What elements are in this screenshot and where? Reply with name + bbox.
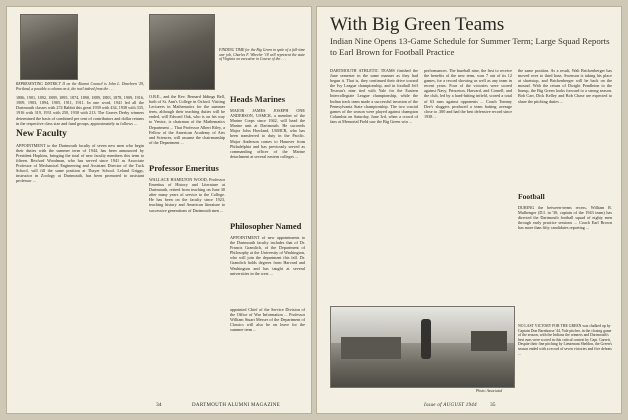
emeritus-text: WALLACE HAMILTON WOOD, Professor Emeritus of History and Literature at Dartmouth, retired from teaching on June 30 after many years of service to the College. He has been on the faculty since 1923, teaching history and American literature to successive generations of Dartmouth men ...: [149, 177, 225, 213]
left-page-number: 34: [156, 402, 162, 408]
sub-col-a: [149, 94, 225, 339]
sub-col-b: [230, 94, 305, 339]
sports-text-3: the same position. As a result, Walt Brickenberger has moved over to third base, Swenson is taking his place at shortstop, and Brickenberger will be back on the mound. With the return of Dwight Pendleton to the lineup, the Big Green looks forward to a strong season. Bob Carr, Dick Kelley and Bob Chase are expected to share the pitching duties ...: [518, 68, 612, 104]
left-column-2: [149, 14, 305, 392]
photo-player-figure: [421, 319, 431, 359]
portrait-block: [149, 14, 305, 90]
baseball-photo: [330, 306, 515, 388]
article-title: With Big Green Teams: [330, 14, 505, 35]
left-page: [6, 6, 312, 414]
issue-line: Issue of AUGUST 1944: [424, 403, 477, 408]
right-page-number: 35: [490, 402, 496, 408]
sports-text-1: DARTMOUTH ATHLETIC TEAMS finished the June semester in the same manner as they had begun it. That is, they continued their drive toward the Ivy League championship, and in football Jeff Tesreau's nine tied with Yale for the Eastern Intercollegiate League championship, while the Indian track team made a successful invasion of the Pennsylvania State championship. The two crucial games of the season were played against champion Columbia on Saturday, June 3rd, when a crowd of fans at Memorial Field saw the Big Green win ...: [330, 68, 418, 124]
right-column-3: [518, 68, 612, 318]
heading-football: Football: [518, 192, 545, 201]
article-header: [330, 14, 615, 58]
portrait-photo-wheeler: [149, 14, 215, 90]
football-text: DURING the between-terms recess, William R. Mulhenger (D.I. in '30, captain of the 1943 team) has directed the Dartmouth football squad of eighty men through early practice sessions ... Coach Earl Brown has more than fifty candidates reporting ...: [518, 205, 612, 231]
sports-text-2: performances. The baseball nine, the first to receive the benefits of the new term, won 7 out of its 12 games, for a record showing as well as any team in recent years. Four of the victories were scored against Navy, Princeton, Harvard, and Cornell; and the club, led by a hard-hitting infield, scored a total of 63 runs against opponents ... Coach Tommy Dee's sluggers produced a team batting average close to .300 and had the best defensive record since 1938 ...: [424, 68, 512, 119]
right-page: [316, 6, 622, 414]
heading-professor-emeritus: Professor Emeritus: [149, 163, 219, 173]
portrait-photo-dearborn: [20, 14, 78, 80]
heads-marines-text: MAJOR JAMES JOSEPH ONE ANDERSON, USMCR, a member of the Marine Corps since 1942, will head the Marine unit at Dartmouth. He succeeds Major John Howland, USMCR, who has been transferred to duty in the Pacific. Major Anderson comes to Hanover from Philadelphia and has previously served as commanding officer of the Marine detachment at several eastern colleges ...: [230, 108, 305, 159]
lower-split: [149, 94, 305, 339]
heading-heads-marines: Heads Marines: [230, 94, 286, 104]
heading-new-faculty: New Faculty: [16, 128, 67, 139]
philosopher-text: APPOINTMENT of new appointments to the Dartmouth faculty includes that of Dr. Francis Gramlich, of the Department of Philosophy at the University of Washington, who will join the department this fall. Dr. Gramlich holds degrees from Harvard and Washington and has taught at several universities in the west ...: [230, 235, 305, 276]
left-page-footer: DARTMOUTH ALUMNI MAGAZINE: [192, 403, 281, 408]
right-column-2: [424, 68, 512, 318]
baseball-photo-caption: NO LAST VICTORY FOR THE GREEN was chalked up by Captain Don Barnhouse '44, Yale pitcher, in the closing game of the season, with the Indians the winners and Dartmouth's best runs were scored in this critical contest by Capt. Garrett. Despite their fine pitching by Lieutenant Sheldon, the Green's season ended with a record of seven victories and five defeats ...: [518, 324, 612, 356]
photo-building: [471, 331, 507, 351]
leave-text: appointed Chief of the Service Division of the Office of War Information ... Professor William Stuart Messer of the Department of Classics will also be on leave for the summer term ...: [230, 307, 305, 333]
right-column-1: [330, 68, 418, 318]
new-faculty-text: APPOINTMENT to the Dartmouth faculty of seven new men who begin their duties with the summer term of 1944, has been announced by President Hopkins, bringing the total of new faculty members this term to fifteen. Rexford Woodman, who has served since 1941 as Associate Professor of Mechanical Engineering and Assistant Director of the Tuck School, will fill the same position at Thayer School. Leland Griggs, instructor in Zoology at Dartmouth, has been promoted to assistant professor ...: [16, 142, 144, 184]
photo-credit: Photo: Associated: [476, 389, 503, 393]
class-fund-text: 1886, 1901, 1892, 1889, 1895, 1874, 1890, 1889, 1883, 1878, 1909, 1916, 1909, 1903, 1894, 1905, 1911, 1911. In one word, 1941 led all the Dartmouth classes with 274 Babbit this great 1939 with 434, 1938 with 335, 1916 with 319, 1931 with 250, 1930 with 213. The Graves Derby winners determined the basis of combined per cent of contributors and dollar returns in the respective class size and fund groups, approximately as follows ...: [16, 95, 144, 126]
photo-caption-left: REPRESENTING DISTRICT II on the Alumni Council is John L. Dearborn '29, Portland, a possible a column on it, the trail indeed from the . . .: [16, 82, 144, 91]
magazine-spread: [6, 6, 622, 414]
photo-caption-right: FINDING TIME for the Big Green in spite of a full-time war job, Charles F. Wheeler '18 will represent the state of Virginia on executive in Course of the . . .: [219, 48, 305, 62]
heading-philosopher-named: Philosopher Named: [230, 221, 302, 231]
left-column-1: [16, 14, 144, 392]
photo-stands: [341, 337, 401, 359]
lecturers-text: O.B.E., and the Rev. Bernard Iddings Bell, both of St. Ann's College in Oxford. Visiting Lecturers in Mathematics for the summer term, although their teaching duties will be ended, will Edward Oak, who is on his way to Venice, is chairman of the Mathematics Department ... That Professor Albert Riley, a Fellow of the American Academy of Arts and Sciences, will assume the chairmanship of the Department ...: [149, 94, 225, 145]
article-subtitle: Indian Nine Opens 13-Game Schedule for Summer Term; Large Squad Reports to Earl Brown for Football Practice: [330, 36, 610, 57]
